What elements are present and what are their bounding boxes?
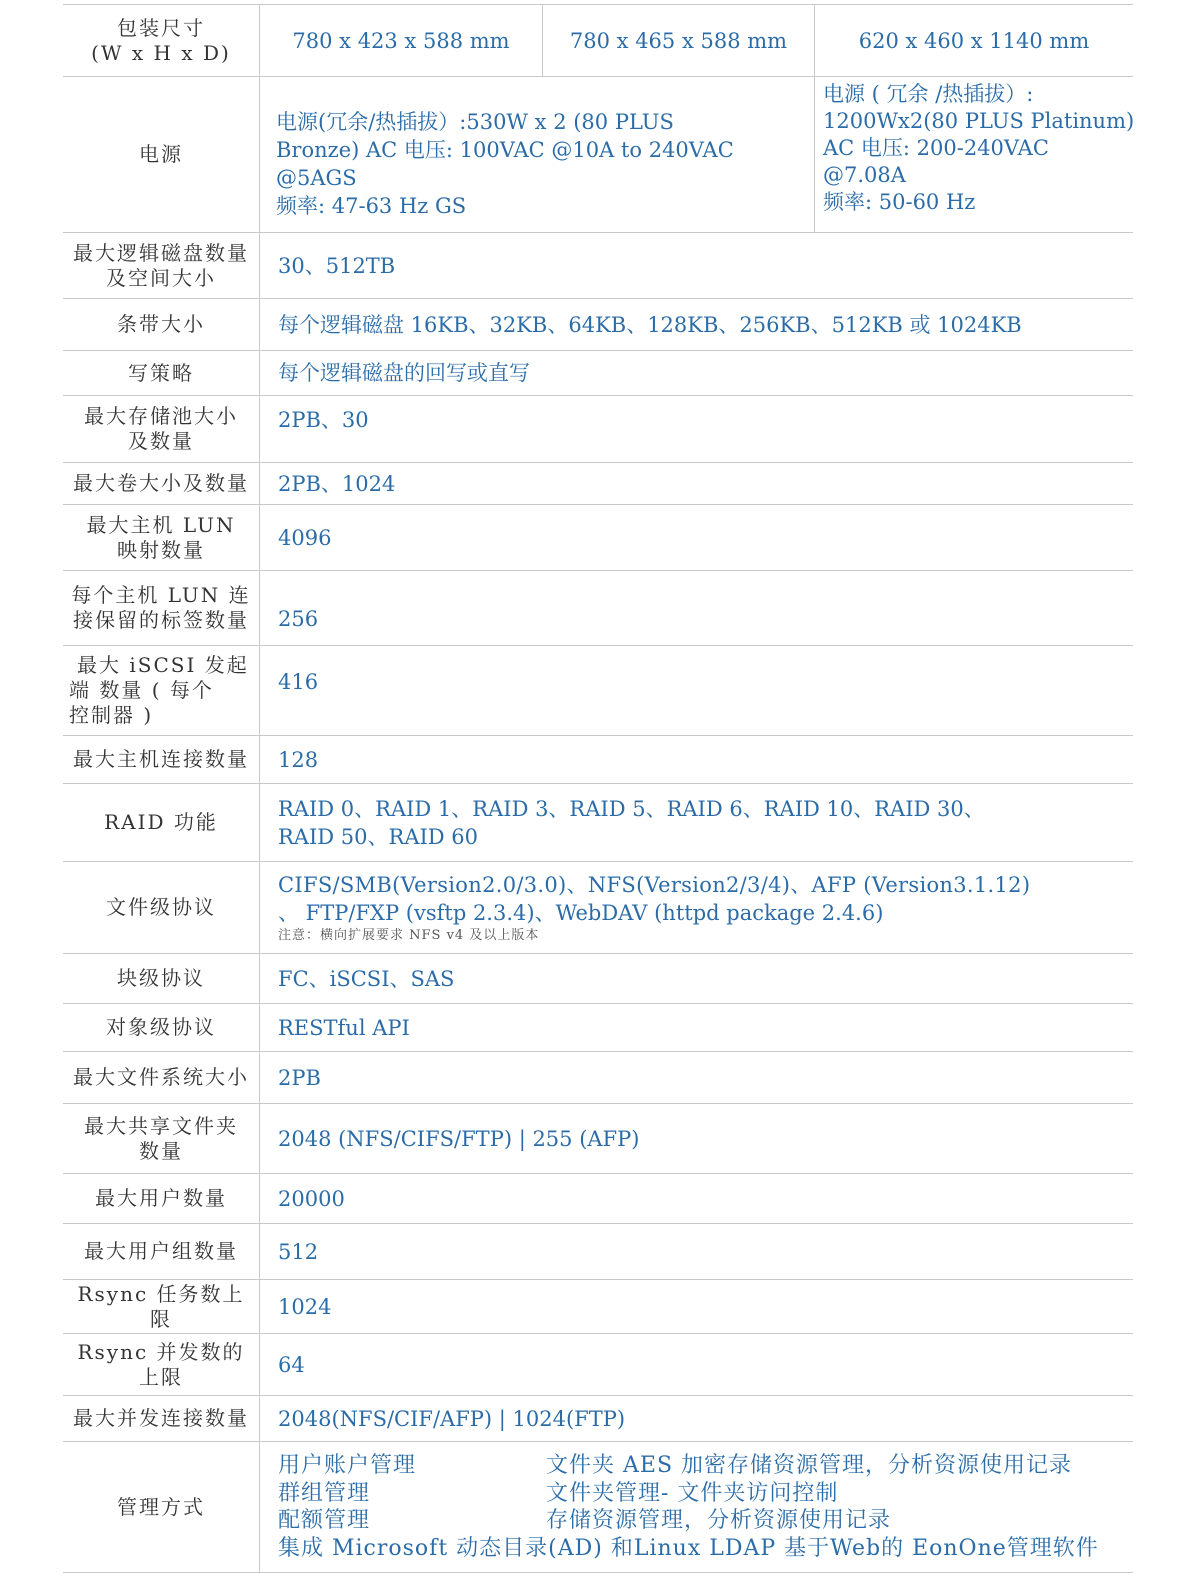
management-item: 基于Web的 EonOne管理软件: [776, 1535, 1099, 1561]
label-line: 包装尺寸: [116, 15, 205, 40]
row-rsync-tasks: [63, 1279, 1133, 1333]
row-value: [260, 396, 1133, 462]
value-line: 每个逻辑磁盘 16KB、32KB、64KB、128KB、256KB、512KB 或 1024KB: [278, 312, 1022, 337]
row-label: [63, 5, 260, 76]
row-power: [63, 76, 1133, 232]
row-value: [260, 463, 1133, 504]
value-line: Bronze) AC 电压: 100VAC @10A to 240VAC: [276, 137, 734, 162]
row-max-filesystem: [63, 1051, 1133, 1103]
row-value: [260, 1280, 1133, 1333]
row-label: [63, 351, 260, 395]
row-label: [63, 1224, 260, 1279]
value-line: 30、512TB: [278, 253, 396, 278]
management-list: [260, 1442, 1133, 1572]
management-item: 用户账户管理: [278, 1453, 417, 1478]
value-line: 512: [278, 1239, 319, 1264]
label-line: Rsync 并发数的: [77, 1339, 245, 1364]
management-item: 集成 Microsoft 动态目录(AD) 和Linux LDAP: [278, 1535, 777, 1561]
row-label: [63, 396, 260, 462]
row-label: [63, 1004, 260, 1051]
label-line: 最大文件系统大小: [73, 1065, 249, 1089]
row-label: [63, 299, 260, 350]
label-line: 控制器 ): [69, 703, 154, 727]
management-row: [278, 1480, 1115, 1508]
value-line: 128: [278, 747, 319, 772]
size-cell: 780 x 465 x 588 mm: [542, 5, 814, 76]
management-item: 存储资源管理，分析资源使用记录: [546, 1508, 892, 1533]
row-max-host-lun: [63, 504, 1133, 570]
label-line: 最大逻辑磁盘数量: [73, 240, 249, 265]
label-line: 及数量: [128, 429, 194, 453]
value-line: 256: [278, 607, 319, 631]
power-cell-right: [814, 77, 1134, 232]
row-value: [260, 862, 1133, 953]
row-label: [63, 736, 260, 783]
row-label: [63, 1052, 260, 1103]
value-line: RESTful API: [278, 1015, 410, 1040]
value-line: 、 FTP/FXP (vsftp 2.3.4)、WebDAV (httpd package 2.4.6): [278, 900, 884, 925]
value-line: 64: [278, 1352, 305, 1377]
label-line: 管理方式: [117, 1494, 205, 1519]
management-row: [278, 1507, 1115, 1535]
label-line: 接保留的标签数量: [72, 608, 249, 632]
row-package-size: [63, 4, 1133, 76]
value-line: 4096: [278, 525, 332, 550]
row-lun-tags: [63, 570, 1133, 645]
label-line: 对象级协议: [106, 1015, 216, 1039]
label-line: 最大主机连接数量: [73, 747, 249, 771]
label-line: 最大用户组数量: [84, 1239, 238, 1263]
value-line: RAID 50、RAID 60: [278, 824, 479, 849]
row-block-protocols: [63, 953, 1133, 1003]
label-line: 最大卷大小及数量: [73, 471, 249, 495]
management-row: [278, 1452, 1115, 1480]
value-line: 电源(冗余/热插拔）:530W x 2 (80 PLUS: [276, 109, 674, 134]
row-label: [63, 77, 260, 232]
row-value: [260, 736, 1133, 783]
management-item: 配额管理: [278, 1508, 371, 1533]
management-item: 文件夹管理- 文件夹访问控制: [546, 1480, 839, 1506]
label-line: 写策略: [128, 360, 194, 385]
row-object-protocols: [63, 1003, 1133, 1051]
size-cell: 620 x 460 x 1140 mm: [814, 5, 1133, 76]
label-line: (W x H x D): [91, 40, 231, 65]
power-cell-left: [260, 77, 814, 232]
value-line: 电源 ( 冗余 /热插拔）:: [823, 82, 1034, 106]
row-label: [63, 1396, 260, 1441]
value-line: @5AGS: [276, 165, 357, 190]
row-write-policy: [63, 350, 1133, 395]
row-value: [260, 1174, 1133, 1223]
label-line: RAID 功能: [104, 810, 218, 834]
value-line: 2PB: [278, 1065, 321, 1090]
row-label: [63, 784, 260, 861]
label-line: 每个主机 LUN 连: [71, 583, 251, 607]
row-label: [63, 233, 260, 298]
row-value: [260, 351, 1133, 395]
package-size-values: [260, 5, 1133, 76]
row-label: [63, 505, 260, 570]
value-line: 2PB、30: [278, 408, 369, 432]
row-file-protocols: [63, 861, 1133, 953]
row-label: [63, 954, 260, 1003]
value-line: 20000: [278, 1186, 345, 1211]
value-line: 1200Wx2(80 PLUS Platinum): [823, 109, 1135, 133]
row-value: [260, 571, 1133, 645]
value-line: CIFS/SMB(Version2.0/3.0)、NFS(Version2/3/4)、AFP (Version3.1.12): [278, 872, 1031, 897]
value-line: 416: [278, 670, 319, 694]
value-line: 2PB、1024: [278, 471, 396, 496]
label-line: 端 数量 ( 每个: [69, 678, 214, 702]
value-line: 1024: [278, 1294, 332, 1319]
row-label: [63, 862, 260, 953]
row-label: [63, 571, 260, 645]
label-line: 最大并发连接数量: [73, 1406, 249, 1430]
label-line: 块级协议: [117, 966, 205, 990]
value-line: FC、iSCSI、SAS: [278, 966, 455, 991]
label-line: 电源: [139, 142, 183, 166]
label-line: 最大用户数量: [95, 1186, 227, 1210]
row-value: [260, 1104, 1133, 1173]
row-value: [260, 954, 1133, 1003]
row-management: [63, 1441, 1133, 1573]
protocol-note: 注意：横向扩展要求 NFS v4 及以上版本: [278, 927, 540, 943]
management-item: 群组管理: [278, 1480, 371, 1506]
row-max-users: [63, 1173, 1133, 1223]
row-rsync-concurrency: [63, 1333, 1133, 1395]
label-line: 最大共享文件夹: [84, 1113, 238, 1138]
row-max-user-groups: [63, 1223, 1133, 1279]
row-label: [63, 1442, 260, 1572]
value-line: RAID 0、RAID 1、RAID 3、RAID 5、RAID 6、RAID 10、RAID 30、: [278, 796, 985, 821]
row-label: [63, 1104, 260, 1173]
row-stripe-size: [63, 298, 1133, 350]
row-max-volume: [63, 462, 1133, 504]
row-label: [63, 463, 260, 504]
row-value: [260, 1004, 1133, 1051]
row-raid: [63, 783, 1133, 861]
label-line: 上限: [139, 1364, 183, 1389]
row-label: [63, 1174, 260, 1223]
label-line: 数量: [139, 1138, 183, 1163]
row-value: [260, 1224, 1133, 1279]
row-max-shared-folders: [63, 1103, 1133, 1173]
row-value: [260, 233, 1133, 298]
value-line: AC 电压: 200-240VAC: [823, 136, 1049, 160]
row-max-host-connections: [63, 735, 1133, 783]
spec-table: [63, 4, 1133, 1573]
label-line: 最大主机 LUN: [86, 512, 236, 537]
label-line: 及空间大小: [106, 265, 216, 290]
value-line: @7.08A: [823, 163, 906, 187]
label-line: 最大存储池大小: [84, 404, 238, 428]
row-max-storage-pool: [63, 395, 1133, 462]
row-max-concurrent-connections: [63, 1395, 1133, 1441]
management-item: 文件夹 AES 加密存储资源管理，分析资源使用记录: [546, 1453, 1073, 1478]
row-label: [63, 646, 260, 735]
row-value: [260, 784, 1133, 861]
label-line: 映射数量: [117, 537, 205, 562]
row-value: [260, 1396, 1133, 1441]
label-line: 条带大小: [117, 312, 205, 336]
row-value: [260, 299, 1133, 350]
value-line: 2048 (NFS/CIFS/FTP) | 255 (AFP): [278, 1126, 640, 1151]
row-max-logical-disks: [63, 232, 1133, 298]
value-line: 频率: 47-63 Hz GS: [276, 193, 467, 218]
row-value: [260, 505, 1133, 570]
label-line: Rsync 任务数上限: [77, 1281, 245, 1331]
size-cell: 780 x 423 x 588 mm: [292, 28, 510, 53]
row-iscsi-initiators: [63, 645, 1133, 735]
value-line: 频率: 50-60 Hz: [823, 190, 976, 214]
row-label: [63, 1334, 260, 1395]
row-label: [63, 1280, 260, 1333]
row-value: [260, 646, 1133, 735]
power-values: [260, 77, 1134, 232]
label-line: 文件级协议: [106, 895, 216, 919]
value-line: 每个逻辑磁盘的回写或直写: [278, 361, 530, 385]
row-value: [260, 1052, 1133, 1103]
management-row: [278, 1535, 1115, 1563]
row-value: [260, 1334, 1133, 1395]
value-line: 2048(NFS/CIF/AFP) | 1024(FTP): [278, 1406, 626, 1431]
label-line: 最大 iSCSI 发起: [77, 653, 249, 677]
